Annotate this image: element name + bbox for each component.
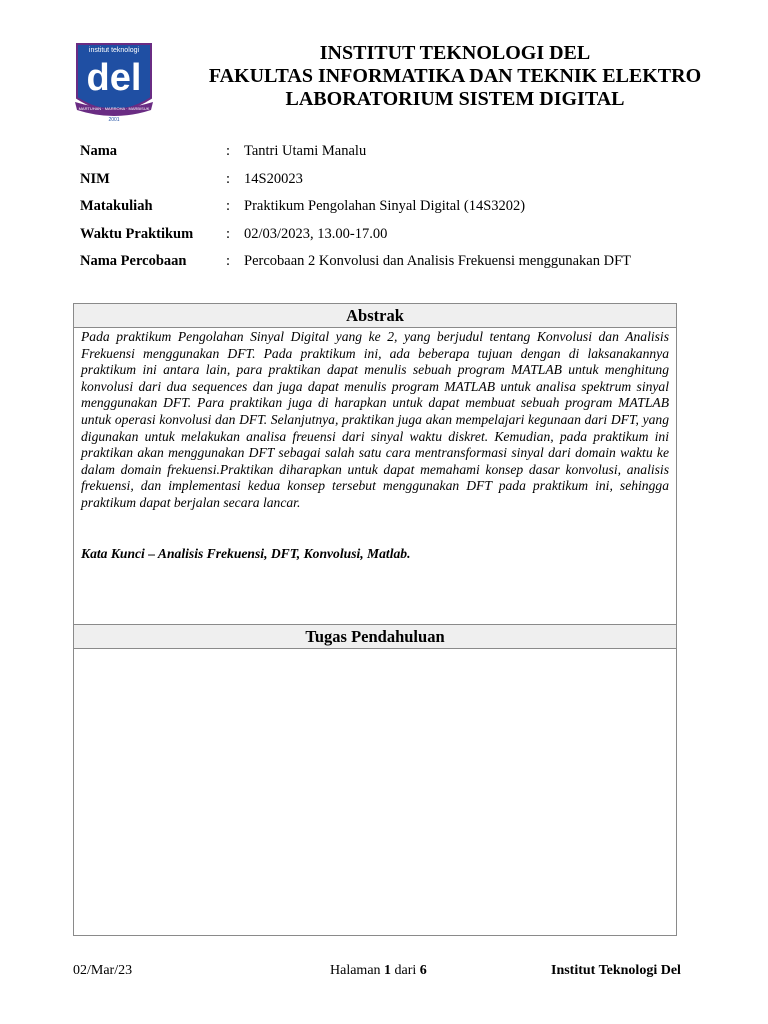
footer-page-mid: dari (391, 963, 420, 978)
header-faculty: FAKULTAS INFORMATIKA DAN TEKNIK ELEKTRO (208, 65, 702, 87)
institution-logo (73, 42, 155, 124)
info-value: Praktikum Pengolahan Sinyal Digital (14S3202) (244, 198, 526, 215)
abstract-section (74, 328, 676, 625)
info-label: Nama Percobaan (80, 253, 187, 270)
logo-year: 2001 (108, 117, 120, 123)
footer-page-current: 1 (384, 963, 392, 978)
report-box (73, 303, 677, 936)
footer-page-number (330, 963, 427, 979)
logo-main-text: del (86, 57, 142, 99)
info-label: Matakuliah (80, 198, 153, 215)
info-colon: : (226, 143, 231, 159)
tugas-content-area (74, 649, 676, 935)
logo-top-text: institut teknologi (88, 47, 140, 54)
info-label: NIM (80, 170, 110, 187)
info-colon: : (226, 198, 231, 215)
info-colon: : (226, 170, 231, 187)
abstract-heading: Abstrak (74, 304, 676, 328)
abstract-keywords: Kata Kunci – Analisis Frekuensi, DFT, Konvolusi, Matlab. (81, 545, 411, 561)
info-value: 14S20023 (244, 170, 303, 187)
info-colon: : (226, 225, 231, 242)
footer-date: 02/Mar/23 (73, 963, 133, 978)
info-label: Nama (80, 143, 118, 159)
footer-page-prefix: Halaman (330, 963, 385, 978)
tugas-heading: Tugas Pendahuluan (74, 625, 676, 649)
abstract-text: Pada praktikum Pengolahan Sinyal Digital yang ke 2, yang berjudul tentang Konvolusi dan Analisis Frekuensi menggunakan DFT. Pada praktikum ini, ada beberapa tujuan dengan di laksanakannya praktikum ini antara lain, para praktikan dapat menulis sebuah program MATLAB untuk menghitung konvolusi dari dua sequences dan juga dapat menulis program MATLAB untuk analisa spektrum sinyal menggunakan DFT. Para praktikan juga di harapkan untuk dapat membuat sebuah program MATLAB untuk operasi konvolusi dan DFT. Selanjutnya, praktikan juga akan mempelajari kegunaan dari DFT, yang digunakan untuk melakukan analisa freuensi dari sinyal waktu diskret. Kemudian, pada praktikum ini praktikan akan menggunakan DFT sebagai salah satu cara mentransformasi sinyal dari domain waktu ke dalam domain frekuensi.Praktikan diharapkan untuk dapat memahami konsep dasar konvolusi, analisis frekuensi, dan implementasi kedua konsep tersebut menggunakan DFT pada praktikum ini, sehingga praktikum dapat berjalan secara lancar. (81, 329, 669, 510)
info-colon: : (226, 253, 231, 270)
info-value: 02/03/2023, 13.00-17.00 (244, 225, 388, 242)
header-lab: LABORATORIUM SISTEM DIGITAL (285, 88, 625, 110)
logo-ribbon-text: MARTUHAN · MARROHA · MARBISUK (78, 106, 150, 111)
info-value: Percobaan 2 Konvolusi dan Analisis Frekuensi menggunakan DFT (244, 253, 632, 270)
header-institution: INSTITUT TEKNOLOGI DEL (319, 42, 591, 64)
info-label: Waktu Praktikum (80, 225, 194, 242)
page-header (170, 42, 740, 111)
footer-institution: Institut Teknologi Del (551, 963, 681, 978)
info-value: Tantri Utami Manalu (244, 143, 367, 159)
footer-page-total: 6 (419, 963, 427, 978)
